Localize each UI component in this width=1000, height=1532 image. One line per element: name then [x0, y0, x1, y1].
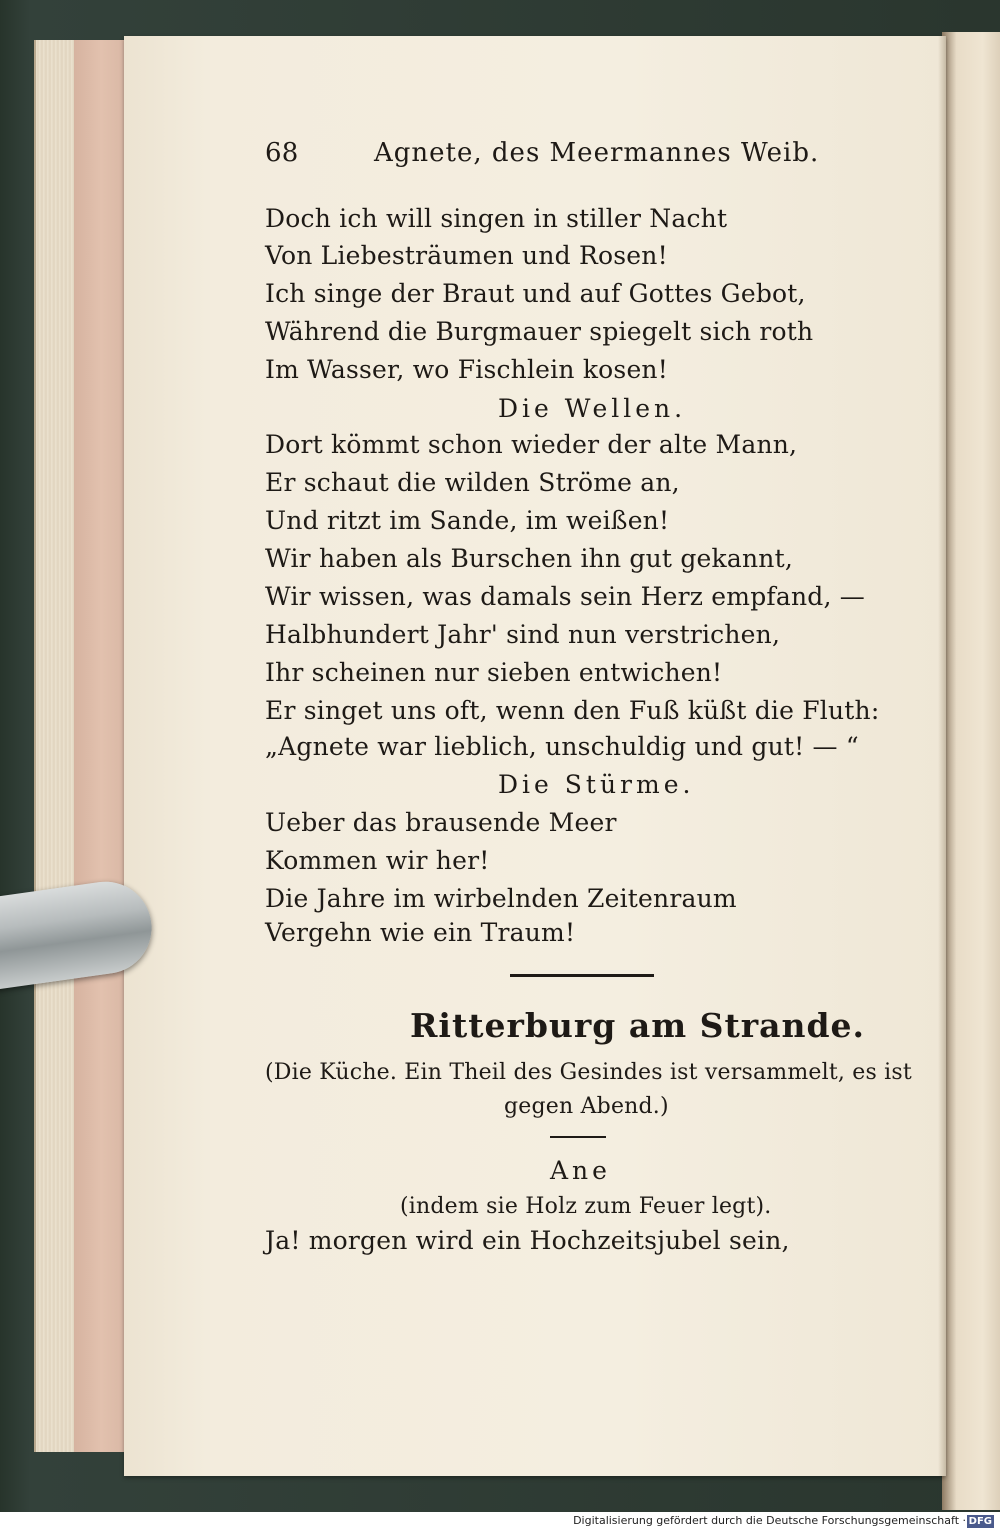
verse-line: Während die Burgmauer spiegelt sich roth: [265, 317, 814, 346]
verse-line: Die Jahre im wirbelnden Zeitenraum: [265, 884, 737, 913]
speaker-heading: Die Stürme.: [498, 770, 695, 799]
dfg-logo: DFG: [968, 1516, 992, 1527]
verse-line: Wir haben als Burschen ihn gut gekannt,: [265, 544, 793, 573]
verse-line: Er singet uns oft, wenn den Fuß küßt die Fluth:: [265, 696, 880, 725]
verse-line: Wir wissen, was damals sein Herz empfand, —: [265, 582, 865, 611]
verse-line: Im Wasser, wo Fischlein kosen!: [265, 355, 668, 384]
stage-direction: gegen Abend.): [504, 1094, 669, 1119]
page-number: 68: [265, 138, 299, 168]
verse-line: Von Liebesträumen und Rosen!: [265, 241, 668, 270]
verse-line: Halbhundert Jahr' sind nun verstrichen,: [265, 620, 781, 649]
running-title: Agnete, des Meermannes Weib.: [374, 138, 820, 168]
verse-line: Er schaut die wilden Ströme an,: [265, 468, 680, 497]
speaker-name: Ane: [550, 1156, 611, 1185]
verse-line: Ihr scheinen nur sieben entwichen!: [265, 658, 723, 687]
stage-direction: (Die Küche. Ein Theil des Gesindes ist versammelt, es ist: [265, 1060, 912, 1085]
verse-line: Vergehn wie ein Traum!: [265, 918, 576, 947]
section-rule: [510, 974, 654, 977]
speaker-heading: Die Wellen.: [498, 394, 687, 423]
verse-line: Doch ich will singen in stiller Nacht: [265, 204, 728, 233]
verse-line: Kommen wir her!: [265, 846, 490, 875]
speaker-direction: (indem sie Holz zum Feuer legt).: [400, 1194, 772, 1219]
footer-bar: [0, 1512, 1000, 1532]
verse-line: „Agnete war lieblich, unschuldig und gut! — “: [265, 732, 859, 761]
page-stack: [74, 40, 128, 1452]
scene-title: Ritterburg am Strande.: [410, 1006, 866, 1045]
footer-credit: Digitalisierung gefördert durch die Deutsche Forschungsgemeinschaft ·: [573, 1514, 966, 1527]
short-rule: [550, 1136, 606, 1138]
facing-page-edge: [942, 32, 1000, 1510]
verse-line: Und ritzt im Sande, im weißen!: [265, 506, 670, 535]
verse-line: Ueber das brausende Meer: [265, 808, 617, 837]
verse-line: Dort kömmt schon wieder der alte Mann,: [265, 430, 798, 459]
verse-line: Ja! morgen wird ein Hochzeitsjubel sein,: [265, 1226, 790, 1255]
verse-line: Ich singe der Braut und auf Gottes Gebot,: [265, 279, 806, 308]
